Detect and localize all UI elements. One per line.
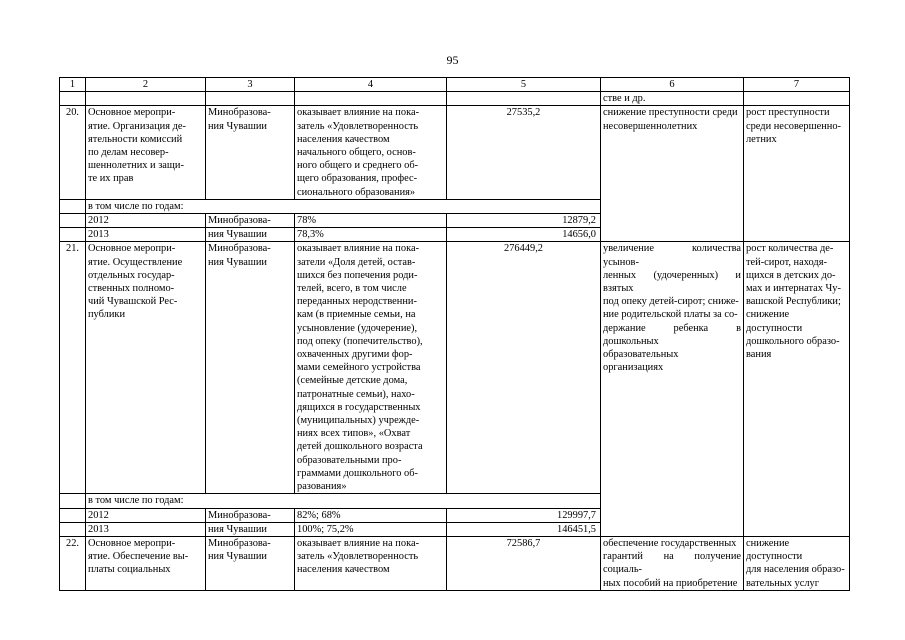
amount-cell: 129997,7 bbox=[447, 508, 601, 522]
table-row bbox=[60, 106, 850, 199]
indicator-value: 82%; 68% bbox=[295, 508, 447, 522]
amount-cell: 146451,5 bbox=[447, 522, 601, 536]
row-number: 22. bbox=[60, 536, 86, 590]
indicator-cell: оказывает влияние на пока- затель «Удовлетворенность населения качеством начального общего, основ- ного общего и среднего об- щего образования, профес- сионального образования» bbox=[295, 106, 447, 199]
column-header: 2 bbox=[86, 78, 206, 92]
indicator-value: 78,3% bbox=[295, 228, 447, 242]
measure-cell: Основное меропри- ятие. Обеспечение вы- платы социальных bbox=[86, 536, 206, 590]
executor-cell: Минобразова- ния Чувашии bbox=[206, 106, 295, 199]
continuation-row bbox=[60, 92, 850, 106]
year-cell: 2012 bbox=[86, 508, 206, 522]
executor-cell: ния Чувашии bbox=[206, 228, 295, 242]
indicator-value: 100%; 75,2% bbox=[295, 522, 447, 536]
page-number: 95 bbox=[446, 53, 459, 67]
column-header: 7 bbox=[744, 78, 850, 92]
program-table bbox=[59, 77, 850, 591]
indicator-cell: оказывает влияние на пока- затели «Доля детей, остав- шихся без попечения роди- телей, всего, в том числе переданных неродственни- кам (в приемные семьи, на усыновление (удочерение), под опеку (попечительство), охваченных другими фор- мами семейного устройства (семейные детские дома, патронатные семьи), нахо- дящихся в государственных (муниципальных) учрежде- ниях всех типов», «Охват детей дошкольного возраста образовательными про- граммами дошкольного об- разования» bbox=[295, 242, 447, 494]
column-header: 1 bbox=[60, 78, 86, 92]
table-row bbox=[60, 536, 850, 590]
executor-cell: Минобразова- bbox=[206, 508, 295, 522]
continuation-text: стве и др. bbox=[601, 92, 744, 106]
column-header: 5 bbox=[447, 78, 601, 92]
row-number: 20. bbox=[60, 106, 86, 199]
consequence-cell: рост преступности среди несовершенно- летних bbox=[744, 106, 850, 242]
consequence-cell: рост количества де- тей-сирот, находя- щихся в детских до- мах и интернатах Чу- вашской Республики; снижение доступности дошкольного образо- вания bbox=[744, 242, 850, 536]
column-header: 6 bbox=[601, 78, 744, 92]
by-years-label: в том числе по годам: bbox=[86, 199, 601, 213]
result-cell: снижение преступности среди несовершеннолетних bbox=[601, 106, 744, 242]
executor-cell: Минобразова- ния Чувашии bbox=[206, 242, 295, 494]
column-header-row bbox=[60, 78, 850, 92]
year-cell: 2012 bbox=[86, 214, 206, 228]
year-cell: 2013 bbox=[86, 522, 206, 536]
executor-cell: Минобразова- bbox=[206, 214, 295, 228]
amount-cell: 276449,2 bbox=[447, 242, 601, 494]
indicator-cell: оказывает влияние на пока- затель «Удовлетворенность населения качеством bbox=[295, 536, 447, 590]
consequence-cell: снижение доступности для населения образо- вательных услуг bbox=[744, 536, 850, 590]
column-header: 3 bbox=[206, 78, 295, 92]
year-cell: 2013 bbox=[86, 228, 206, 242]
table-row bbox=[60, 242, 850, 494]
by-years-label: в том числе по годам: bbox=[86, 494, 601, 508]
executor-cell: ния Чувашии bbox=[206, 522, 295, 536]
measure-cell: Основное меропри- ятие. Организация де- ятельности комиссий по делам несовер- шеннолетних и защи- те их прав bbox=[86, 106, 206, 199]
result-cell: обеспечение государственных гарантий на получение социаль- ных пособий на приобретение bbox=[601, 536, 744, 590]
amount-cell: 14656,0 bbox=[447, 228, 601, 242]
result-cell: увеличение количества усынов- ленных (удочеренных) и взятых под опеку детей-сирот; сниже- ние родительской платы за со- держание ребенка в дошкольных образовательных организациях bbox=[601, 242, 744, 536]
executor-cell: Минобразова- ния Чувашии bbox=[206, 536, 295, 590]
indicator-value: 78% bbox=[295, 214, 447, 228]
amount-cell: 12879,2 bbox=[447, 214, 601, 228]
amount-cell: 72586,7 bbox=[447, 536, 601, 590]
amount-cell: 27535,2 bbox=[447, 106, 601, 199]
row-number: 21. bbox=[60, 242, 86, 494]
measure-cell: Основное меропри- ятие. Осуществление отдельных государ- ственных полномо- чий Чувашской Рес- публики bbox=[86, 242, 206, 494]
column-header: 4 bbox=[295, 78, 447, 92]
